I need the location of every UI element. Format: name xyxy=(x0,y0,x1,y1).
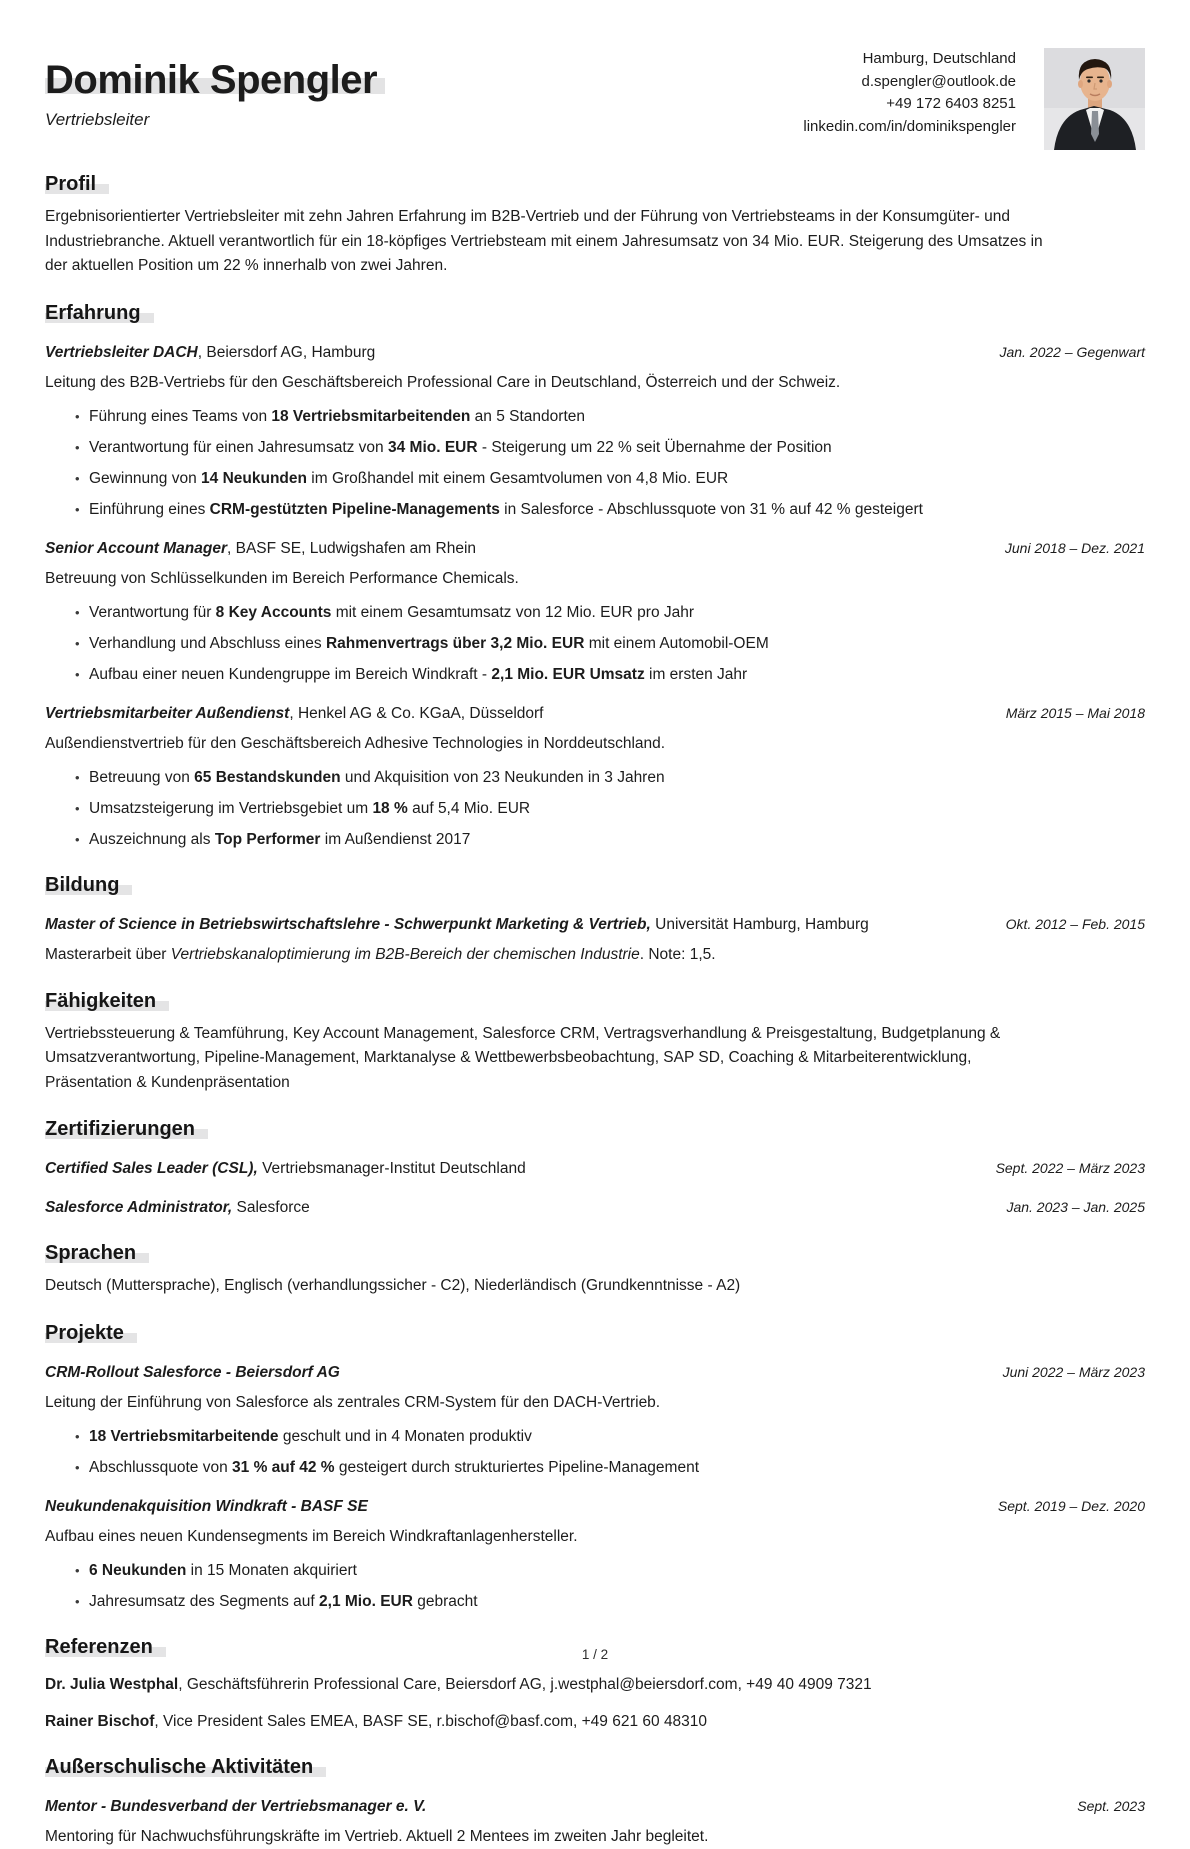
section-heading-label: Fähigkeiten xyxy=(45,990,169,1013)
entry-date-range: Juni 2018 – Dez. 2021 xyxy=(1004,539,1145,556)
reference-line xyxy=(45,1674,1145,1696)
text-segment: Aufbau eines neuen Kundensegments im Bereich Windkraftanlagenhersteller. xyxy=(45,1527,578,1545)
entry-date-range: Juni 2022 – März 2023 xyxy=(1002,1363,1145,1380)
bullet-item xyxy=(75,468,1069,490)
entry-organization: , Beiersdorf AG, Hamburg xyxy=(197,343,376,361)
bullet-item xyxy=(75,499,1069,521)
section-profil xyxy=(45,173,1145,279)
entry-header xyxy=(45,914,1145,936)
section-heading-bildung xyxy=(45,874,1145,897)
entry-title: Mentor - Bundesverband der Vertriebsmanager e. V. xyxy=(45,1797,427,1815)
text-segment: Aufbau einer neuen Kundengruppe im Bereich Windkraft - xyxy=(89,665,492,683)
entry-date-range: Okt. 2012 – Feb. 2015 xyxy=(1005,915,1145,932)
section-heading-faehigkeiten xyxy=(45,990,1145,1013)
emphasized-text: Dr. Julia Westphal xyxy=(45,1675,179,1693)
emphasized-text: 14 Neukunden xyxy=(201,469,307,487)
entry-title-line xyxy=(45,1362,340,1384)
entry-organization: , BASF SE, Ludwigshafen am Rhein xyxy=(227,539,477,557)
emphasized-text: 2,1 Mio. EUR Umsatz xyxy=(491,665,645,683)
entry xyxy=(45,1197,1145,1219)
entry-title-line xyxy=(45,1496,368,1518)
entry-bullet-list xyxy=(45,602,1145,686)
entry xyxy=(45,538,1145,686)
text-segment: . Note: 1,5. xyxy=(639,945,716,963)
section-heading-profil xyxy=(45,173,1145,196)
contact-info xyxy=(803,48,1016,138)
entry xyxy=(45,342,1145,521)
text-segment: auf 5,4 Mio. EUR xyxy=(407,799,531,817)
bullet-item xyxy=(75,1560,1069,1582)
entry-header xyxy=(45,1496,1145,1518)
entry-date-range: Jan. 2022 – Gegenwart xyxy=(999,343,1145,360)
resume-header xyxy=(45,42,1145,150)
section-projekte xyxy=(45,1322,1145,1613)
section-erfahrung xyxy=(45,302,1145,851)
text-segment: in 15 Monaten akquiriert xyxy=(186,1561,357,1579)
section-heading-label: Projekte xyxy=(45,1322,137,1345)
entry-organization: Universität Hamburg, Hamburg xyxy=(650,915,869,933)
entry-bullet-list xyxy=(45,406,1145,521)
bullet-item xyxy=(75,829,1069,851)
page-indicator: 1 / 2 xyxy=(581,1647,609,1662)
person-name: Dominik Spengler xyxy=(45,56,385,104)
entry xyxy=(45,1796,1145,1849)
entry-bullet-list xyxy=(45,1560,1145,1613)
text-segment: Umsatzsteigerung im Vertriebsgebiet um xyxy=(89,799,373,817)
emphasized-text: 31 % auf 42 % xyxy=(232,1458,335,1476)
entry-description xyxy=(45,1525,1057,1549)
entry-organization: Salesforce xyxy=(232,1199,310,1216)
text-segment: Verantwortung für xyxy=(89,603,216,621)
text-segment: Gewinnung von xyxy=(89,469,202,487)
entry-title-line xyxy=(45,914,869,936)
bullet-item xyxy=(75,602,1069,624)
entry-title-line xyxy=(45,1197,310,1219)
emphasized-text: Rainer Bischof xyxy=(45,1712,155,1730)
text-segment: Auszeichnung als xyxy=(89,830,215,848)
section-heading-projekte xyxy=(45,1322,1145,1345)
entry-header xyxy=(45,342,1145,364)
contact-linkedin: linkedin.com/in/dominikspengler xyxy=(803,117,1016,135)
bullet-item xyxy=(75,1591,1069,1613)
text-segment: Jahresumsatz des Segments auf xyxy=(89,1592,320,1610)
bullet-item xyxy=(75,798,1069,820)
entry-bullet-list xyxy=(45,767,1145,851)
text-segment: Betreuung von Schlüsselkunden im Bereich Performance Chemicals. xyxy=(45,569,519,587)
entry-title-line xyxy=(45,703,543,725)
emphasized-text: 8 Key Accounts xyxy=(215,603,332,621)
entry-title: Vertriebsmitarbeiter Außendienst xyxy=(45,704,290,722)
entry xyxy=(45,1158,1145,1180)
entry-title: CRM-Rollout Salesforce - Beiersdorf AG xyxy=(45,1363,340,1381)
text-segment: Verantwortung für einen Jahresumsatz von xyxy=(89,438,388,456)
person-job-title: Vertriebsleiter xyxy=(45,110,150,129)
section-heading-sprachen xyxy=(45,1242,1145,1265)
reference-line xyxy=(45,1711,1145,1733)
italic-text: Vertriebskanaloptimierung im B2B-Bereich der chemischen Industrie xyxy=(170,945,640,963)
entry-date-range: Sept. 2022 – März 2023 xyxy=(995,1160,1145,1176)
emphasized-text: Top Performer xyxy=(214,830,321,848)
section-heading-label: Profil xyxy=(45,173,109,196)
section-heading-label: Referenzen xyxy=(45,1636,166,1659)
entry-header xyxy=(45,538,1145,560)
profile-photo xyxy=(1044,48,1145,150)
emphasized-text: Rahmenvertrags über 3,2 Mio. EUR xyxy=(325,634,585,652)
text-segment: an 5 Standorten xyxy=(470,407,585,425)
entry-description xyxy=(45,371,1057,395)
emphasized-text: 18 % xyxy=(372,799,408,817)
section-paragraph: Ergebnisorientierter Vertriebsleiter mit zehn Jahren Erfahrung im B2B-Vertrieb und der Führung von Vertriebsteams in der Konsumgüter- und Industriebranche. Aktuell verantwortlich für ein 18-köpfiges Vertriebsteam mit einem Jahresumsatz von 34 Mio. EUR. Steigerung des Umsatzes in der aktuellen Position um 22 % innerhalb von zwei Jahren. xyxy=(45,208,1043,274)
entry-title: Neukundenakquisition Windkraft - BASF SE xyxy=(45,1497,368,1515)
bullet-item xyxy=(75,633,1069,655)
text-segment: mit einem Automobil-OEM xyxy=(584,634,769,652)
text-segment: im Außendienst 2017 xyxy=(320,830,471,848)
entry-title-line xyxy=(45,1158,526,1180)
entry-description xyxy=(45,732,1057,756)
section-heading-label: Erfahrung xyxy=(45,302,154,325)
entry-date-range: Jan. 2023 – Jan. 2025 xyxy=(1006,1199,1145,1215)
contact-phone: +49 172 6403 8251 xyxy=(886,95,1016,112)
text-segment: , Vice President Sales EMEA, BASF SE, r.bischof@basf.com, +49 621 60 48310 xyxy=(154,1712,708,1730)
text-segment: mit einem Gesamtumsatz von 12 Mio. EUR pro Jahr xyxy=(331,603,695,621)
section-faehigkeiten xyxy=(45,990,1145,1096)
section-sprachen xyxy=(45,1242,1145,1299)
entry-title: Salesforce Administrator, xyxy=(45,1199,233,1216)
header-identity xyxy=(45,42,385,130)
entry-header xyxy=(45,1158,1145,1180)
entry-description xyxy=(45,943,1057,967)
section-bildung xyxy=(45,874,1145,967)
text-segment: - Steigerung um 22 % seit Übernahme der Position xyxy=(477,438,832,456)
text-segment: Außendienstvertrieb für den Geschäftsbereich Adhesive Technologies in Norddeutschland. xyxy=(45,734,666,752)
section-zertifizierungen xyxy=(45,1118,1145,1219)
entry-date-range: März 2015 – Mai 2018 xyxy=(1005,704,1145,721)
header-contact-block xyxy=(803,42,1145,150)
entry-title-line xyxy=(45,1796,426,1818)
text-segment: gesteigert durch strukturiertes Pipeline-Management xyxy=(334,1458,700,1476)
text-segment: Mentoring für Nachwuchsführungskräfte im Vertrieb. Aktuell 2 Mentees im zweiten Jahr begleitet. xyxy=(45,1827,709,1845)
text-segment: im Großhandel mit einem Gesamtvolumen von 4,8 Mio. EUR xyxy=(306,469,729,487)
entry-title: Senior Account Manager xyxy=(45,539,228,557)
contact-email: d.spengler@outlook.de xyxy=(861,72,1016,90)
emphasized-text: CRM-gestützten Pipeline-Managements xyxy=(209,500,500,518)
section-paragraph: Deutsch (Muttersprache), Englisch (verhandlungssicher - C2), Niederländisch (Grundkenntnisse - A2) xyxy=(45,1277,741,1294)
bullet-item xyxy=(75,767,1069,789)
bullet-item xyxy=(75,1426,1069,1448)
sections xyxy=(45,173,1145,1849)
text-segment: , Geschäftsführerin Professional Care, Beiersdorf AG, j.westphal@beiersdorf.com, +49 40 4909 7321 xyxy=(178,1675,872,1693)
text-segment: geschult und in 4 Monaten produktiv xyxy=(278,1427,532,1445)
emphasized-text: 6 Neukunden xyxy=(89,1561,187,1579)
entry-title: Vertriebsleiter DACH xyxy=(45,343,198,361)
text-segment: gebracht xyxy=(412,1592,478,1610)
section-heading-label: Bildung xyxy=(45,874,132,897)
entry xyxy=(45,914,1145,967)
entry-title-line xyxy=(45,538,476,560)
emphasized-text: 18 Vertriebsmitarbeitende xyxy=(89,1427,279,1445)
text-segment: in Salesforce - Abschlussquote von 31 % auf 42 % gesteigert xyxy=(499,500,923,518)
emphasized-text: 34 Mio. EUR xyxy=(387,438,478,456)
emphasized-text: 65 Bestandskunden xyxy=(194,768,341,786)
emphasized-text: 18 Vertriebsmitarbeitenden xyxy=(271,407,471,425)
entry xyxy=(45,1362,1145,1479)
entry-title: Certified Sales Leader (CSL), xyxy=(45,1160,258,1177)
bullet-item xyxy=(75,664,1069,686)
text-segment: Verhandlung und Abschluss eines xyxy=(89,634,326,652)
entry-date-range: Sept. 2023 xyxy=(1077,1797,1145,1814)
entry-organization: Vertriebsmanager-Institut Deutschland xyxy=(257,1160,526,1177)
text-segment: Leitung des B2B-Vertriebs für den Geschäftsbereich Professional Care in Deutschland, Österreich und der Schweiz. xyxy=(45,373,841,391)
text-segment: Führung eines Teams von xyxy=(89,407,272,425)
contact-location: Hamburg, Deutschland xyxy=(862,50,1016,67)
section-heading-zertifizierungen xyxy=(45,1118,1145,1141)
person-name-row xyxy=(45,56,385,104)
entry-header xyxy=(45,703,1145,725)
entry-description xyxy=(45,1391,1057,1415)
bullet-item xyxy=(75,406,1069,428)
entry-header xyxy=(45,1362,1145,1384)
section-heading-label: Außerschulische Aktivitäten xyxy=(45,1756,326,1779)
entry-date-range: Sept. 2019 – Dez. 2020 xyxy=(997,1497,1145,1514)
bullet-item xyxy=(75,1457,1069,1479)
entry-title: Master of Science in Betriebswirtschaftslehre - Schwerpunkt Marketing & Vertrieb, xyxy=(45,915,651,933)
entry xyxy=(45,703,1145,851)
text-segment: Leitung der Einführung von Salesforce als zentrales CRM-System für den DACH-Vertrieb. xyxy=(45,1393,661,1411)
entry xyxy=(45,1496,1145,1613)
text-segment: Einführung eines xyxy=(89,500,210,518)
entry-organization: , Henkel AG & Co. KGaA, Düsseldorf xyxy=(289,704,544,722)
entry-title-line xyxy=(45,342,375,364)
section-heading-ausserschulische-aktivitaeten xyxy=(45,1756,1145,1779)
entry-description xyxy=(45,567,1057,591)
section-paragraph: Vertriebssteuerung & Teamführung, Key Account Management, Salesforce CRM, Vertragsverhandlung & Preisgestaltung, Budgetplanung & Umsatzverantwortung, Pipeline-Management, Marktanalyse & Wettbewerbsbeobachtung, SAP SD, Coaching & Mitarbeiterentwicklung, Präsentation & Kundenpräsentation xyxy=(45,1024,1001,1091)
text-segment: und Akquisition von 23 Neukunden in 3 Jahren xyxy=(340,768,665,786)
emphasized-text: 2,1 Mio. EUR xyxy=(319,1592,413,1610)
section-ausserschulische-aktivitaeten xyxy=(45,1756,1145,1849)
entry-description xyxy=(45,1825,1057,1849)
section-heading-erfahrung xyxy=(45,302,1145,325)
text-segment: Masterarbeit über xyxy=(45,945,171,963)
entry-header xyxy=(45,1796,1145,1818)
bullet-item xyxy=(75,437,1069,459)
entry-bullet-list xyxy=(45,1426,1145,1479)
text-segment: im ersten Jahr xyxy=(644,665,748,683)
section-heading-label: Sprachen xyxy=(45,1242,149,1265)
entry-header xyxy=(45,1197,1145,1219)
section-heading-label: Zertifizierungen xyxy=(45,1118,208,1141)
text-segment: Betreuung von xyxy=(89,768,195,786)
text-segment: Abschlussquote von xyxy=(89,1458,233,1476)
